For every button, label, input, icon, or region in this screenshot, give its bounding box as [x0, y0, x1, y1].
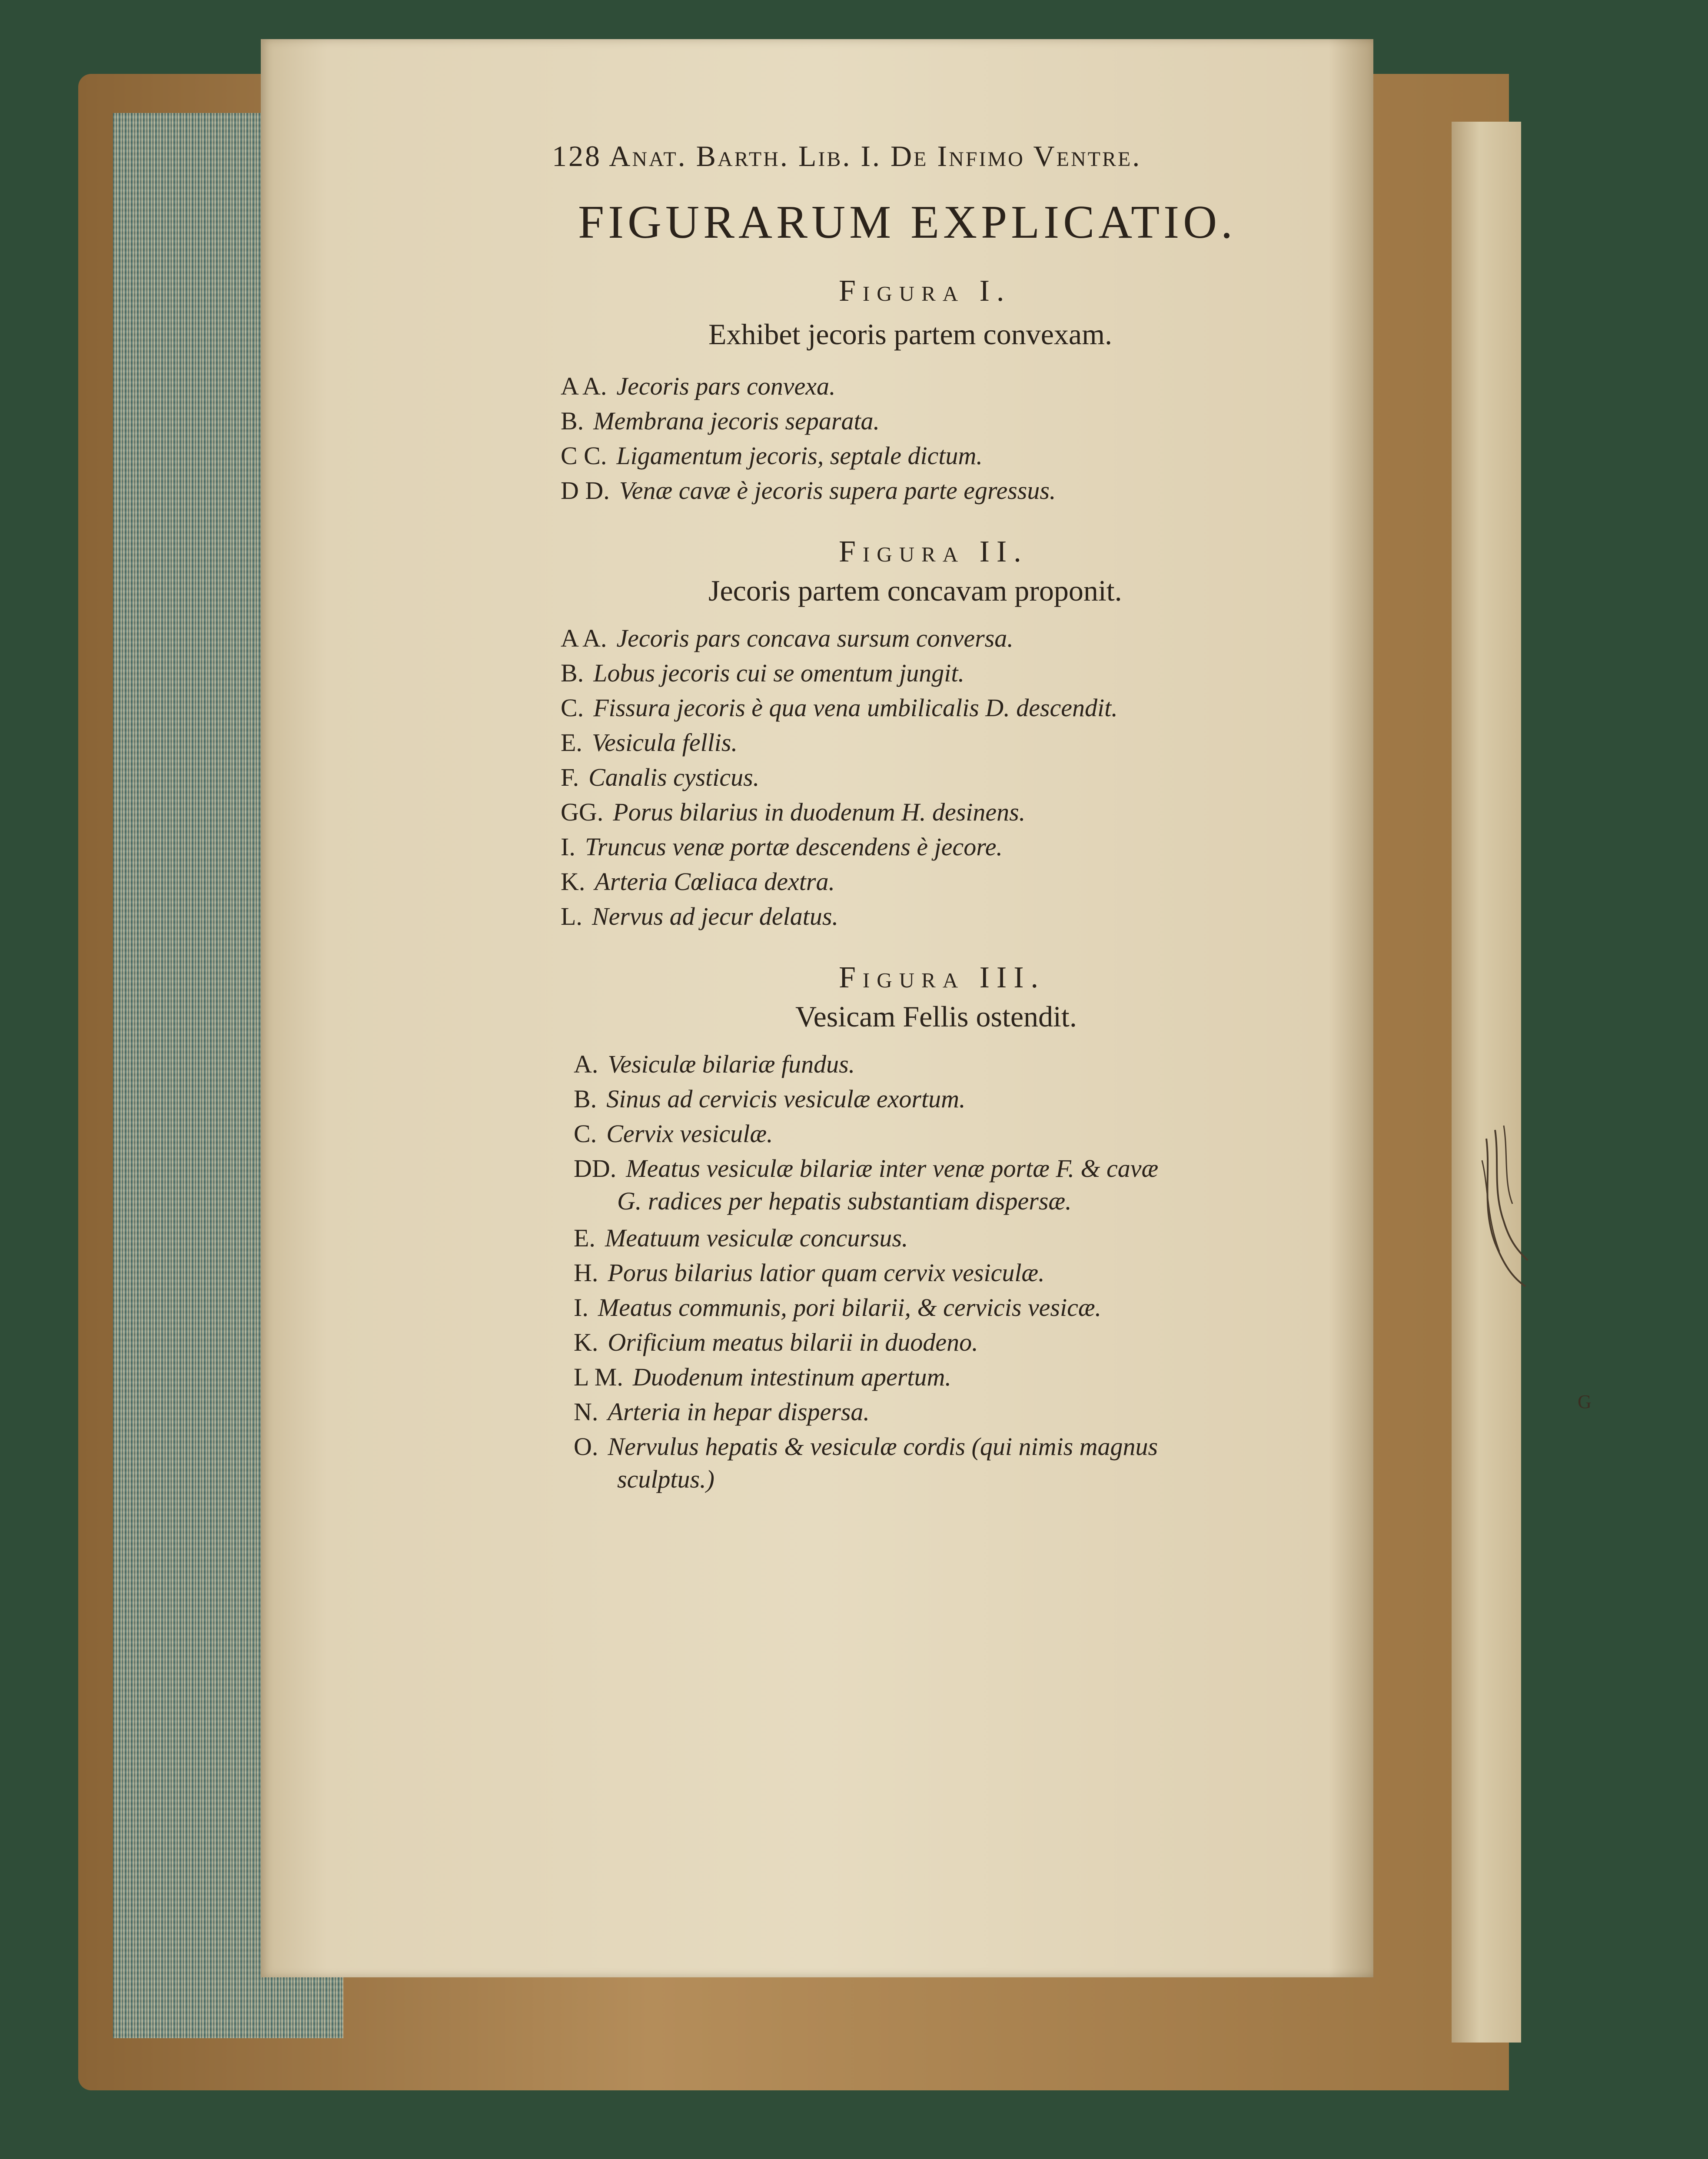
list-item [574, 1052, 855, 1077]
item-key: A. [574, 1050, 598, 1078]
item-key: K. [561, 867, 585, 896]
list-item [561, 834, 1003, 860]
item-text: Porus bilarius latior quam cervix vesiculæ. [608, 1259, 1045, 1287]
item-key: A A. [561, 624, 607, 652]
item-key: D D. [561, 476, 610, 505]
page-title: FIGURARUM EXPLICATIO. [578, 196, 1237, 248]
item-text: Meatus communis, pori bilarii, & cervicis vesicæ. [598, 1293, 1102, 1322]
list-item [561, 661, 964, 686]
list-item [574, 1121, 773, 1146]
item-key: GG. [561, 798, 604, 826]
list-item [574, 1086, 966, 1112]
item-text: Fissura jecoris è qua vena umbilicalis D. descendit. [593, 694, 1118, 722]
item-text: Porus bilarius in duodenum H. desinens. [613, 798, 1026, 826]
item-text: Membrana jecoris separata. [593, 407, 880, 435]
list-item [561, 443, 983, 468]
item-key: H. [574, 1259, 598, 1287]
item-text: Canalis cysticus. [588, 763, 760, 791]
figure-3-caption: Vesicam Fellis ostendit. [795, 1000, 1077, 1033]
list-item [561, 800, 1025, 825]
item-text: Orificium meatus bilarii in duodeno. [608, 1328, 978, 1356]
item-key: L M. [574, 1363, 623, 1391]
item-key: N. [574, 1398, 598, 1426]
list-item [561, 695, 1118, 721]
item-text: Jecoris pars convexa. [616, 372, 836, 400]
item-key: B. [574, 1085, 597, 1113]
item-text: Arteria Cœliaca dextra. [595, 867, 835, 896]
item-key: B. [561, 407, 584, 435]
list-item [561, 730, 738, 755]
item-text: Sinus ad cervicis vesiculæ exortum. [606, 1085, 966, 1113]
item-text: Lobus jecoris cui se omentum jungit. [593, 659, 965, 687]
item-text: Ligamentum jecoris, septale dictum. [616, 442, 983, 470]
item-text: Venæ cavæ è jecoris supera parte egressus. [619, 476, 1056, 505]
item-text: Nervulus hepatis & vesiculæ cordis (qui nimis magnus [608, 1432, 1158, 1461]
item-text: Meatus vesiculæ bilariæ inter venæ portæ F. & cavæ [626, 1154, 1159, 1182]
list-item [561, 374, 835, 399]
item-text: Cervix vesiculæ. [606, 1119, 773, 1148]
item-continuation: G. radices per hepatis substantiam dispersæ. [617, 1187, 1072, 1215]
figure-3-heading: Figura III. [839, 961, 1046, 994]
figure-1-heading: Figura I. [839, 274, 1011, 308]
item-text: Vesiculæ bilariæ fundus. [608, 1050, 855, 1078]
item-key: E. [561, 728, 582, 757]
item-text: Jecoris pars concava sursum conversa. [616, 624, 1014, 652]
facing-page-engraving [1478, 1121, 1530, 1304]
list-item [561, 904, 838, 929]
item-key: C C. [561, 442, 607, 470]
item-key: I. [561, 833, 575, 861]
item-key: F. [561, 763, 579, 791]
list-item [574, 1295, 1101, 1320]
item-text: Meatuum vesiculæ concursus. [605, 1224, 908, 1252]
list-item [561, 626, 1014, 651]
item-key: K. [574, 1328, 598, 1356]
item-key: E. [574, 1224, 595, 1252]
list-item [574, 1260, 1045, 1285]
list-item [561, 409, 880, 434]
list-item [574, 1330, 978, 1355]
item-key: A A. [561, 372, 607, 400]
item-text: Vesicula fellis. [591, 728, 738, 757]
item-text: Truncus venæ portæ descendens è jecore. [585, 833, 1003, 861]
running-head: 128 Anat. Barth. Lib. I. De Infimo Ventre. [552, 140, 1142, 173]
list-item [574, 1434, 1158, 1459]
figure-2-caption: Jecoris partem concavam proponit. [708, 574, 1122, 607]
list-item [561, 478, 1056, 503]
item-key: I. [574, 1293, 588, 1322]
facing-page-edge [1452, 122, 1592, 2043]
item-key: B. [561, 659, 584, 687]
item-key: O. [574, 1432, 598, 1461]
list-item [574, 1399, 870, 1425]
item-text: Duodenum intestinum apertum. [632, 1363, 951, 1391]
list-item [561, 765, 759, 790]
figure-1-caption: Exhibet jecoris partem convexam. [708, 318, 1112, 351]
item-key: C. [574, 1119, 597, 1148]
list-item [561, 869, 835, 894]
item-continuation: sculptus.) [617, 1465, 714, 1493]
item-text: Arteria in hepar dispersa. [608, 1398, 870, 1426]
item-key: C. [561, 694, 584, 722]
item-key: L. [561, 902, 582, 930]
facing-page-letter: G [1578, 1391, 1592, 1412]
list-item [574, 1365, 951, 1390]
figure-2-heading: Figura II. [839, 535, 1028, 568]
list-item [574, 1226, 908, 1251]
list-item [574, 1156, 1158, 1181]
item-key: DD. [574, 1154, 617, 1182]
item-text: Nervus ad jecur delatus. [591, 902, 838, 930]
